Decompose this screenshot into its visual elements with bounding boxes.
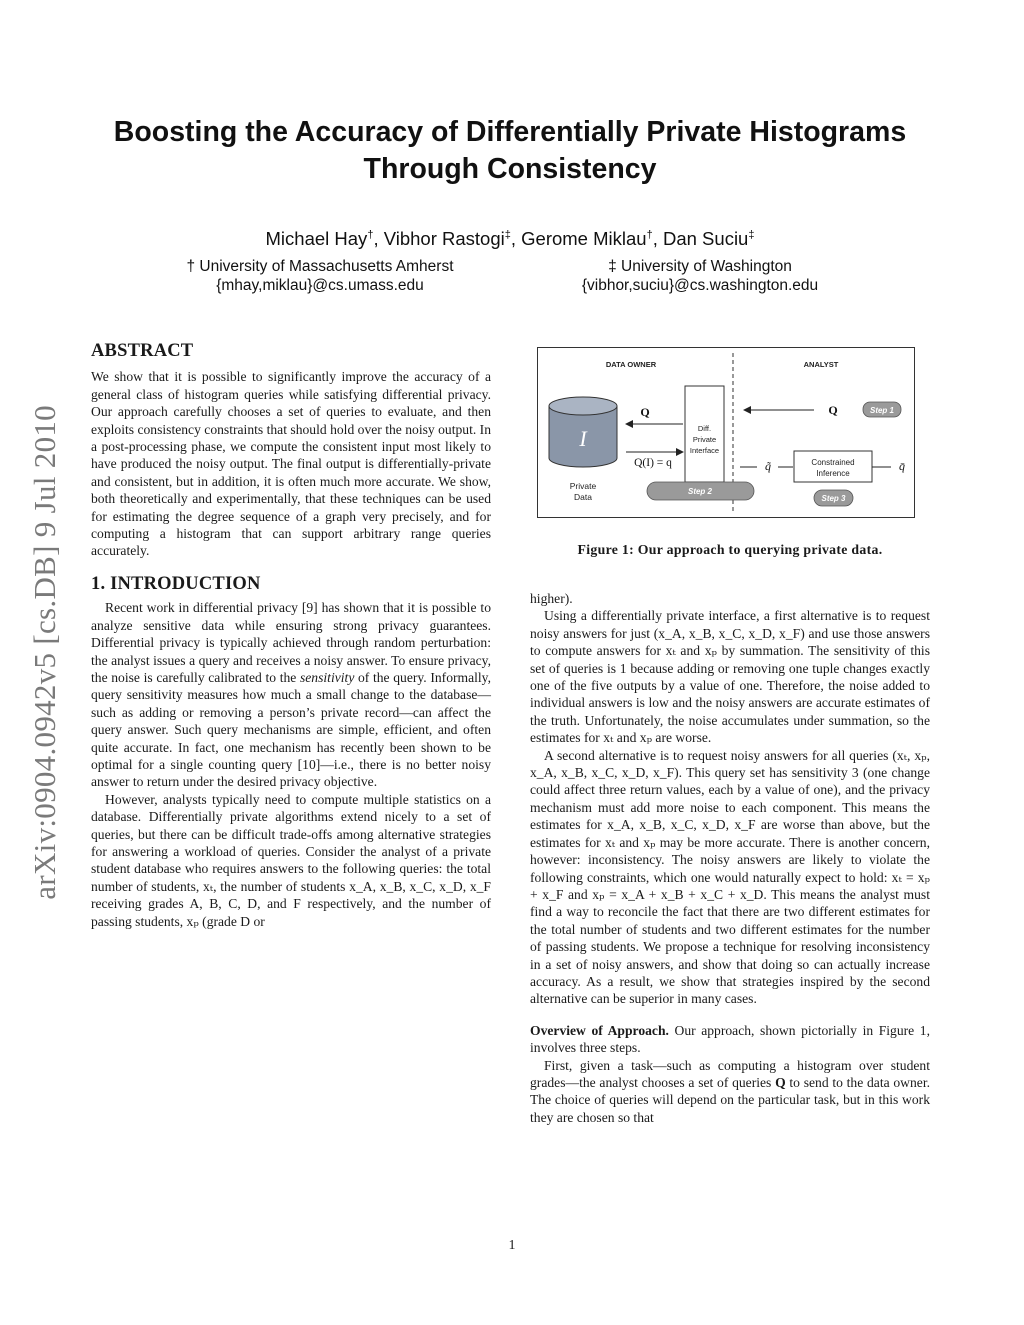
left-column (91, 343, 491, 930)
emphasis-sensitivity: sensitivity (299, 669, 355, 685)
step-2-label: Step 2 (687, 487, 713, 496)
author-mark: ‡ (504, 228, 511, 241)
right-paragraph-2: A second alternative is to request noisy answers for all queries (xₜ, xₚ, x_A, x_B, x_C, x_D, x_F). This query set has sensitivity 3 (one change could affect three return values, each by a value of one), and the privacy mechanism must add more noise to each component. This means the estimates for x_A, x_B, x_C, x_D, x_F are worse than above, but the estimates for xₜ and xₚ may be more accurate. There is another concern, however: inconsistency. The noisy answers are likely to violate the following constraints, which one would naturally expect to hold: xₜ = xₚ + x_F and xₚ = x_A + x_B + x_C + x_D. This means the analyst must find a way to reconcile the fact that there are two different estimates for the total number of students and two different estimates for the number of passing students. We propose a technique for resolving inconsistency in a set of noisy answers, and show that doing so can actually increase accuracy. As a result, we show that strategies inspired by the second alternative can be superior in many cases. (530, 747, 930, 1007)
step-1-label: Step 1 (869, 406, 895, 415)
right-column (530, 590, 930, 1126)
private-interface-box (685, 386, 724, 482)
inference-label-2: Inference (816, 469, 850, 478)
affiliation-institution: † University of Massachusetts Amherst (186, 258, 454, 275)
author-mark: ‡ (748, 228, 755, 241)
author-name: Vibhor Rastogi (383, 228, 505, 249)
paper-title (80, 114, 940, 188)
interface-label-2: Private (692, 435, 717, 444)
intro-paragraph-2: However, analysts typically need to compute multiple statistics on a database. Differentially private algorithms extend nicely to a set of queries, but there can be difficult trade-offs among alternative strategies for answering a workload of queries. Consider the analyst of a private student database who requires answers to the following queries: the total number of students, xₜ, the number of students x_A, x_B, x_C, x_D, x_F receiving grades A, B, C, D, and F respectively, and the number of passing students, xₚ (grade D or (91, 791, 491, 929)
figure-diagram (538, 348, 914, 517)
inference-label-1: Constrained (811, 458, 855, 467)
inferred-answer: q̄ (899, 459, 905, 473)
db-label-data: Data (574, 492, 592, 502)
query-set-left: Q (640, 405, 650, 419)
title-line-1: Boosting the Accuracy of Differentially Private Histograms (113, 116, 907, 148)
abstract-heading: ABSTRACT (91, 341, 194, 361)
author-list: Michael Hay†, Vibhor Rastogi‡, Gerome Miklau†, Dan Suciu‡ (265, 228, 755, 249)
affiliation-email: {mhay,miklau}@cs.umass.edu (216, 277, 424, 294)
right-paragraph-1: Using a differentially private interface, a first alternative is to request noisy answers for just (x_A, x_B, x_C, x_D, x_F) and use those answers to compute answers for xₜ and xₚ by summation. The sensitivity of this set of queries is 1 because adding or removing one tuple changes exactly one of the five outputs by a value of one. Therefore, the noise added to individual answers is low and the noisy answers are accurate estimates of the truth. Unfortunately, the noise accumulates under summation, so the estimates for xₜ and xₚ are worse. (530, 608, 930, 746)
overview-heading: Overview of Approach. (530, 1022, 669, 1038)
label-analyst: ANALYST (803, 360, 839, 369)
affiliation-email: {vibhor,suciu}@cs.washington.edu (581, 277, 819, 294)
intro-heading: 1. INTRODUCTION (91, 573, 261, 594)
step-3-label: Step 3 (821, 494, 846, 503)
figure-caption: Figure 1: Our approach to querying private data. (577, 542, 883, 557)
db-label-private: Private (569, 481, 597, 491)
affiliation-institution: ‡ University of Washington (608, 258, 792, 275)
label-data-owner: DATA OWNER (605, 360, 657, 369)
author-mark: † (367, 228, 374, 241)
query-set-right: Q (828, 403, 838, 417)
abstract-text: We show that it is possible to significantly improve the accuracy of a general class of histogram queries while satisfying differential privacy. Our approach carefully chooses a set of queries to evaluate, and then exploits consistency constraints that should hold over the noisy output. In a post-processing phase, we compute the consistent input most likely to have produced the noisy output. The final output is differentially-private and consistent, but in addition, it is often much more accurate. We show, both theoretically and experimentally, that these techniques can be used for estimating the degree sequence of a graph very precisely, and for computing a histogram that can support arbitrary range queries accurately. (91, 369, 491, 559)
answer-equation: Q(I) = q (634, 457, 672, 469)
interface-label-3: Interface (689, 446, 720, 455)
author-name: Dan Suciu (662, 228, 749, 249)
interface-label-1: Diff. (697, 424, 712, 433)
database-symbol: I (579, 426, 587, 451)
query-set-symbol: Q (775, 1074, 786, 1090)
arxiv-identifier (22, 380, 68, 925)
author-mark: † (646, 228, 653, 241)
arxiv-identifier-text: arXiv:0904.0942v5 [cs.DB] 9 Jul 2010 (27, 405, 62, 900)
continued-text: higher). (530, 591, 573, 606)
author-name: Gerome Miklau (521, 228, 647, 249)
figure-1 (537, 347, 915, 518)
author-name: Michael Hay (265, 228, 368, 249)
right-paragraph-3: First, given a task—such as computing a histogram over student grades—the analyst chooses a set of queries Q to send to the data owner. The choice of queries will depend on the particular task, but in this work they are chosen so that (530, 1057, 930, 1125)
overview-paragraph: Overview of Approach. Our approach, shown pictorially in Figure 1, involves three steps. (530, 1022, 930, 1056)
page-number: 1 (508, 1238, 516, 1253)
intro-paragraph-1: Recent work in differential privacy [9] has shown that it is possible to analyze sensitive data while ensuring strong privacy guarantees. Differential privacy is typically achieved through random perturbation: the analyst issues a query and receives a noisy answer. To ensure privacy, the noise is carefully calibrated to the sensitivity of the query. Informally, query sensitivity measures how much a small change to the database—such as adding or removing a person’s private record—can affect the query answer. Such query mechanisms are simple, efficient, and often quite accurate. In fact, one mechanism has recently been shown to be optimal for a single counting query [10]—i.e., there is no better noisy answer to return under the desired privacy objective. (91, 600, 491, 790)
noisy-answer: q̃ (765, 459, 771, 473)
affiliation-umass (130, 257, 510, 295)
affiliation-uw (510, 257, 890, 295)
title-line-2: Through Consistency (363, 153, 657, 185)
